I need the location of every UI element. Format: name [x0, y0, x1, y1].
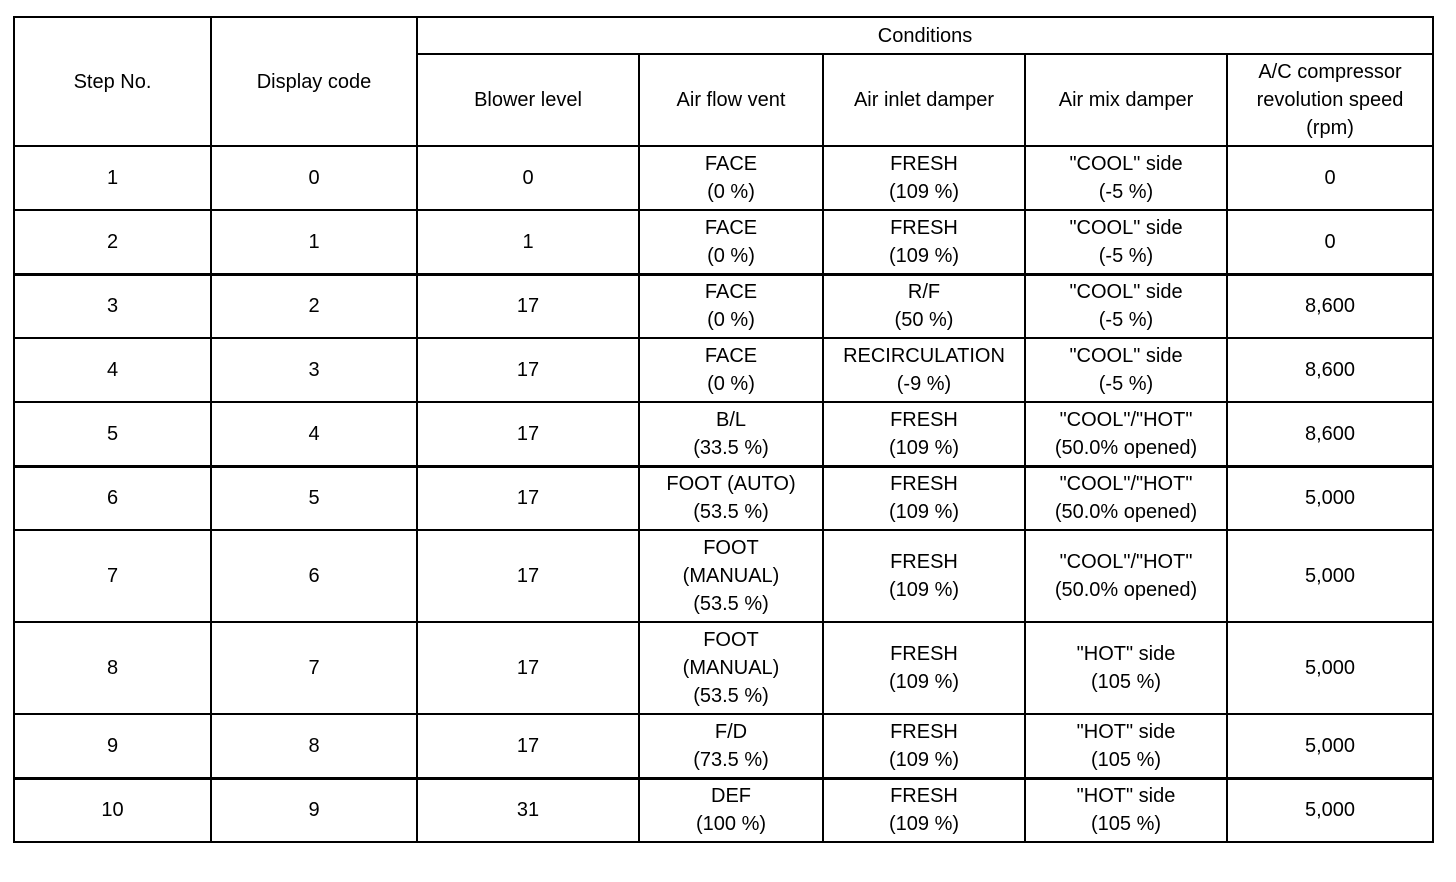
cell-air-flow-vent: FACE (0 %)	[639, 338, 823, 402]
header-air-flow-vent: Air flow vent	[639, 54, 823, 146]
table-row	[14, 622, 1433, 714]
table-row	[14, 714, 1433, 778]
cell-display-code: 2	[211, 274, 417, 338]
cell-air-mix-damper: "COOL" side (-5 %)	[1025, 146, 1227, 210]
cell-air-mix-damper: "COOL" side (-5 %)	[1025, 210, 1227, 274]
cell-blower-level: 17	[417, 466, 639, 530]
table-row	[14, 210, 1433, 274]
table-row	[14, 146, 1433, 210]
cell-air-inlet-damper: FRESH (109 %)	[823, 210, 1025, 274]
cell-air-inlet-damper: RECIRCULATION (-9 %)	[823, 338, 1025, 402]
cell-air-mix-damper: "COOL" side (-5 %)	[1025, 338, 1227, 402]
cell-air-inlet-damper: FRESH (109 %)	[823, 466, 1025, 530]
cell-compressor-speed: 5,000	[1227, 466, 1433, 530]
cell-compressor-speed: 0	[1227, 146, 1433, 210]
cell-air-mix-damper: "HOT" side (105 %)	[1025, 714, 1227, 778]
cell-air-inlet-damper: FRESH (109 %)	[823, 714, 1025, 778]
cell-blower-level: 0	[417, 146, 639, 210]
cell-air-inlet-damper: FRESH (109 %)	[823, 622, 1025, 714]
cell-air-flow-vent: DEF (100 %)	[639, 778, 823, 842]
cell-air-flow-vent: B/L (33.5 %)	[639, 402, 823, 466]
cell-display-code: 5	[211, 466, 417, 530]
cell-air-flow-vent: FACE (0 %)	[639, 146, 823, 210]
cell-display-code: 7	[211, 622, 417, 714]
cell-step: 8	[14, 622, 211, 714]
cell-blower-level: 1	[417, 210, 639, 274]
table-row	[14, 466, 1433, 530]
cell-compressor-speed: 5,000	[1227, 714, 1433, 778]
cell-compressor-speed: 8,600	[1227, 402, 1433, 466]
cell-air-inlet-damper: R/F (50 %)	[823, 274, 1025, 338]
header-conditions: Conditions	[417, 17, 1433, 54]
cell-air-flow-vent: FACE (0 %)	[639, 210, 823, 274]
cell-air-mix-damper: "COOL"/"HOT" (50.0% opened)	[1025, 466, 1227, 530]
cell-blower-level: 17	[417, 622, 639, 714]
cell-step: 7	[14, 530, 211, 622]
cell-air-inlet-damper: FRESH (109 %)	[823, 402, 1025, 466]
header-blower-level: Blower level	[417, 54, 639, 146]
cell-air-mix-damper: "COOL"/"HOT" (50.0% opened)	[1025, 402, 1227, 466]
cell-step: 2	[14, 210, 211, 274]
table-row	[14, 778, 1433, 842]
cell-step: 4	[14, 338, 211, 402]
cell-step: 6	[14, 466, 211, 530]
cell-air-mix-damper: "HOT" side (105 %)	[1025, 622, 1227, 714]
cell-step: 3	[14, 274, 211, 338]
cell-air-inlet-damper: FRESH (109 %)	[823, 778, 1025, 842]
header-air-inlet-damper: Air inlet damper	[823, 54, 1025, 146]
cell-compressor-speed: 5,000	[1227, 778, 1433, 842]
cell-step: 1	[14, 146, 211, 210]
cell-blower-level: 17	[417, 338, 639, 402]
cell-compressor-speed: 5,000	[1227, 530, 1433, 622]
cell-air-inlet-damper: FRESH (109 %)	[823, 146, 1025, 210]
cell-compressor-speed: 5,000	[1227, 622, 1433, 714]
cell-compressor-speed: 8,600	[1227, 338, 1433, 402]
cell-display-code: 1	[211, 210, 417, 274]
header-display-code: Display code	[211, 17, 417, 146]
cell-display-code: 8	[211, 714, 417, 778]
cell-blower-level: 17	[417, 714, 639, 778]
cell-display-code: 9	[211, 778, 417, 842]
header-air-mix-damper: Air mix damper	[1025, 54, 1227, 146]
cell-step: 10	[14, 778, 211, 842]
table-row	[14, 274, 1433, 338]
cell-display-code: 6	[211, 530, 417, 622]
cell-blower-level: 17	[417, 402, 639, 466]
cell-step: 9	[14, 714, 211, 778]
table-row	[14, 402, 1433, 466]
conditions-table	[13, 16, 1434, 843]
cell-air-mix-damper: "HOT" side (105 %)	[1025, 778, 1227, 842]
cell-air-flow-vent: F/D (73.5 %)	[639, 714, 823, 778]
cell-compressor-speed: 8,600	[1227, 274, 1433, 338]
header-step-no: Step No.	[14, 17, 211, 146]
cell-air-mix-damper: "COOL"/"HOT" (50.0% opened)	[1025, 530, 1227, 622]
cell-air-inlet-damper: FRESH (109 %)	[823, 530, 1025, 622]
cell-display-code: 0	[211, 146, 417, 210]
cell-blower-level: 17	[417, 274, 639, 338]
cell-air-mix-damper: "COOL" side (-5 %)	[1025, 274, 1227, 338]
cell-display-code: 4	[211, 402, 417, 466]
cell-blower-level: 31	[417, 778, 639, 842]
cell-compressor-speed: 0	[1227, 210, 1433, 274]
cell-air-flow-vent: FACE (0 %)	[639, 274, 823, 338]
cell-air-flow-vent: FOOT (AUTO) (53.5 %)	[639, 466, 823, 530]
table-row	[14, 530, 1433, 622]
table-row	[14, 338, 1433, 402]
cell-air-flow-vent: FOOT (MANUAL) (53.5 %)	[639, 530, 823, 622]
cell-display-code: 3	[211, 338, 417, 402]
cell-air-flow-vent: FOOT (MANUAL) (53.5 %)	[639, 622, 823, 714]
header-compressor-speed: A/C compressor revolution speed (rpm)	[1227, 54, 1433, 146]
cell-step: 5	[14, 402, 211, 466]
cell-blower-level: 17	[417, 530, 639, 622]
